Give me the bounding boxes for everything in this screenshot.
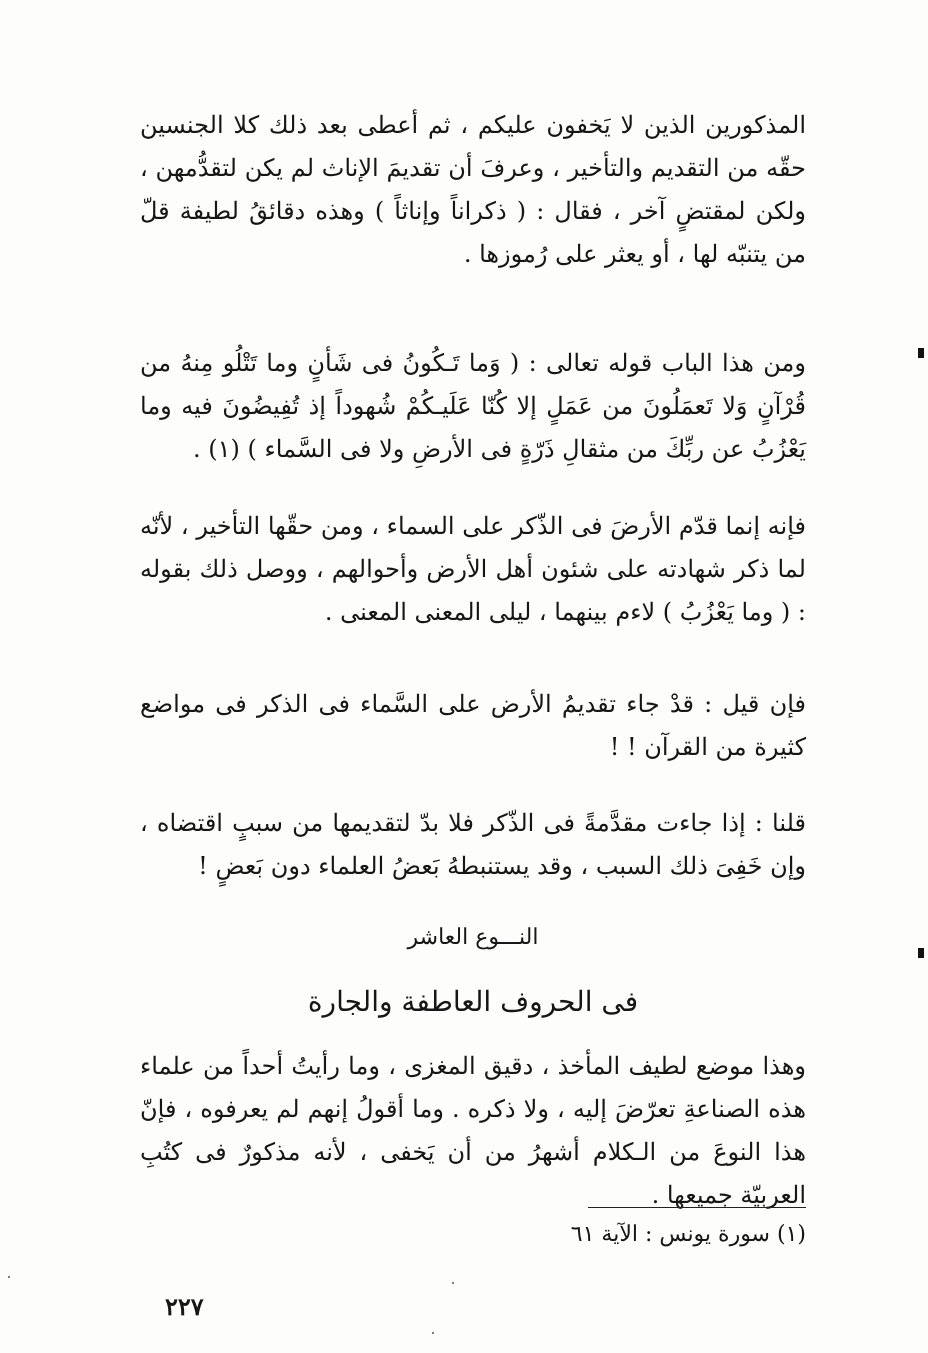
page-number: ٢٢٧ <box>165 1292 204 1321</box>
paragraph-3 <box>140 505 806 634</box>
paragraph-2-text: ومن هذا الباب قوله تعالى : ( وَما تَـكُونُ فى شَأنٍ وما تَتْلُو مِنهُ من قُرْآنٍ وَلا تَعمَلُونَ من عَمَلٍ إلا كُنّا عَلَيـكُمْ شُهوداً إذ تُفِيضُونَ فيه وما يَعْزُبُ عن ربِّكَ من مثقالِ ذَرّةٍ فى الأرضِ ولا فى السَّماء ) (١) . <box>140 349 806 463</box>
margin-mark-lower <box>918 948 924 958</box>
paragraph-6-text: وهذا موضع لطيف المأخذ ، دقيق المغزى ، وما رأيتُ أحداً من علماء هذه الصناعةِ تعرّضَ إليه ، ولا ذكره . وما أقولُ إنهم لم يعرفوه ، فإنّ هذا النوعَ من الـكلام أشهرُ من أن يَخفى ، لأنه مذكورٌ فى كتُبِ العربيّة جميعها . <box>140 1052 806 1209</box>
section-number-heading: النـــوع العاشر <box>407 925 539 950</box>
scan-speck <box>452 1282 454 1284</box>
paragraph-1 <box>140 104 806 276</box>
paragraph-2 <box>140 342 806 471</box>
paragraph-4-text: فإن قيل : قدْ جاء تقديمُ الأرض على السَّماء فى الذكر فى مواضع كثيرة من القرآن ! ! <box>140 690 806 761</box>
paragraph-1-text: المذكورين الذين لا يَخفون عليكم ، ثم أعطى بعد ذلك كلا الجنسين حقّه من التقديم والتأخير ، وعرفَ أن تقديمَ الإناث لم يكن لتقدُّمهن ، ولكن لمقتضٍ آخر ، فقال : ( ذكراناً وإناثاً ) وهذه دقائقُ لطيفة قلّ من يتنبّه لها ، أو يعثر على رُموزها . <box>140 111 806 268</box>
scan-speck <box>8 1276 10 1278</box>
footnote: (١) سورة يونس : الآية ٦١ <box>570 1222 806 1247</box>
paragraph-6 <box>140 1045 806 1217</box>
paragraph-4 <box>140 683 806 769</box>
footnote-divider <box>588 1207 806 1208</box>
paragraph-3-text: فإنه إنما قدّم الأرضَ فى الذّكر على السماء ، ومن حقّها التأخير ، لأنّه لما ذكر شهادته على شئون أهل الأرض وأحوالهم ، ووصل ذلك بقوله : ( وما يَعْزُبُ ) لاءم بينهما ، ليلى المعنى المعنى . <box>140 512 807 626</box>
scan-speck <box>432 1332 434 1334</box>
paragraph-5-text: قلنا : إذا جاءت مقدَّمةً فى الذّكر فلا بدّ لتقديمها من سببٍ اقتضاه ، وإن خَفِىَ ذلك السبب ، وقد يستنبطهُ بَعضُ العلماء دون بَعضٍ ! <box>140 809 806 880</box>
section-title-heading: فى الحروف العاطفة والجارة <box>307 985 639 1018</box>
paragraph-5 <box>140 802 806 888</box>
margin-mark-upper <box>918 348 924 358</box>
